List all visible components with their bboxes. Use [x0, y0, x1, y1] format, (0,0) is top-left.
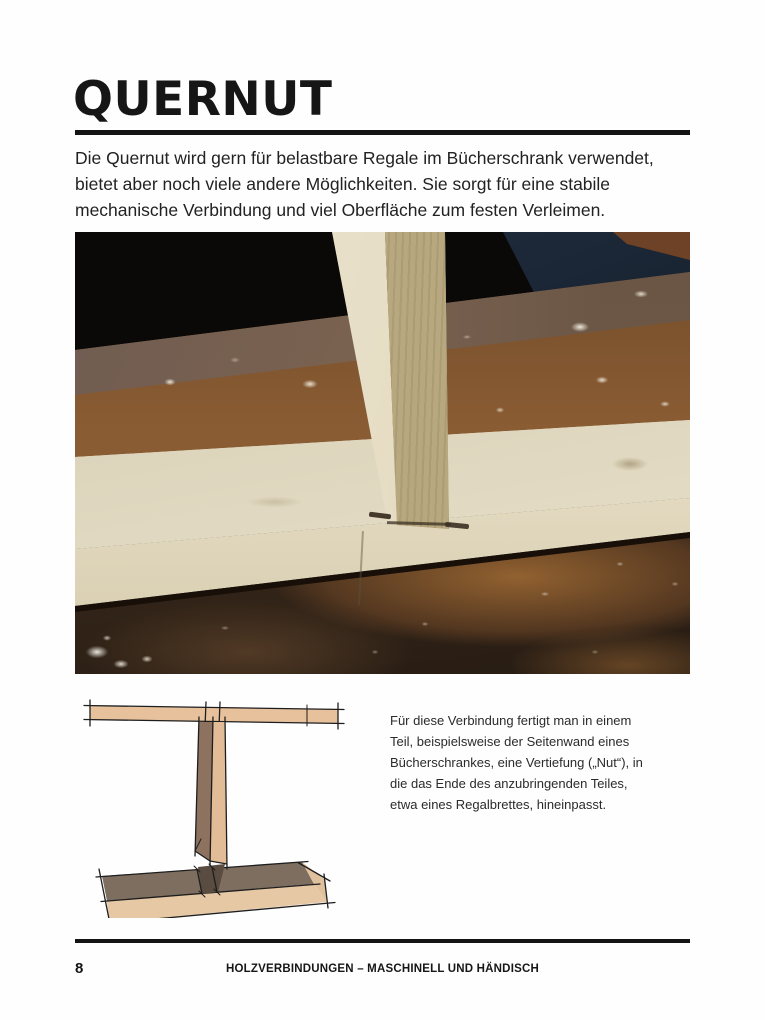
sketch-quernut-diagram: [78, 688, 370, 918]
joint-photo: [75, 232, 690, 674]
page-number: 8: [75, 960, 84, 977]
page-title: QUERNUT: [73, 72, 333, 127]
intro-paragraph: Die Quernut wird gern für belastbare Regale im Bücherschrank verwendet, bietet aber noch viele andere Möglichkeiten. Sie sorgt für eine stabile mechanische Verbindung und viel Oberfläche zum festen Verleimen.: [75, 148, 654, 220]
footer-rule: [75, 939, 690, 943]
title-rule: [75, 130, 690, 135]
running-title: HOLZVERBINDUNGEN – MASCHINELL UND HÄNDISCH: [226, 963, 539, 975]
figure-caption: Für diese Verbindung fertigt man in einem Teil, beispielsweise der Seitenwand eines Bücherschrankes, eine Vertiefung („Nut“), in die das Ende des anzubringenden Teiles, etwa eines Regalbrettes, hineinpasst.: [390, 713, 643, 813]
